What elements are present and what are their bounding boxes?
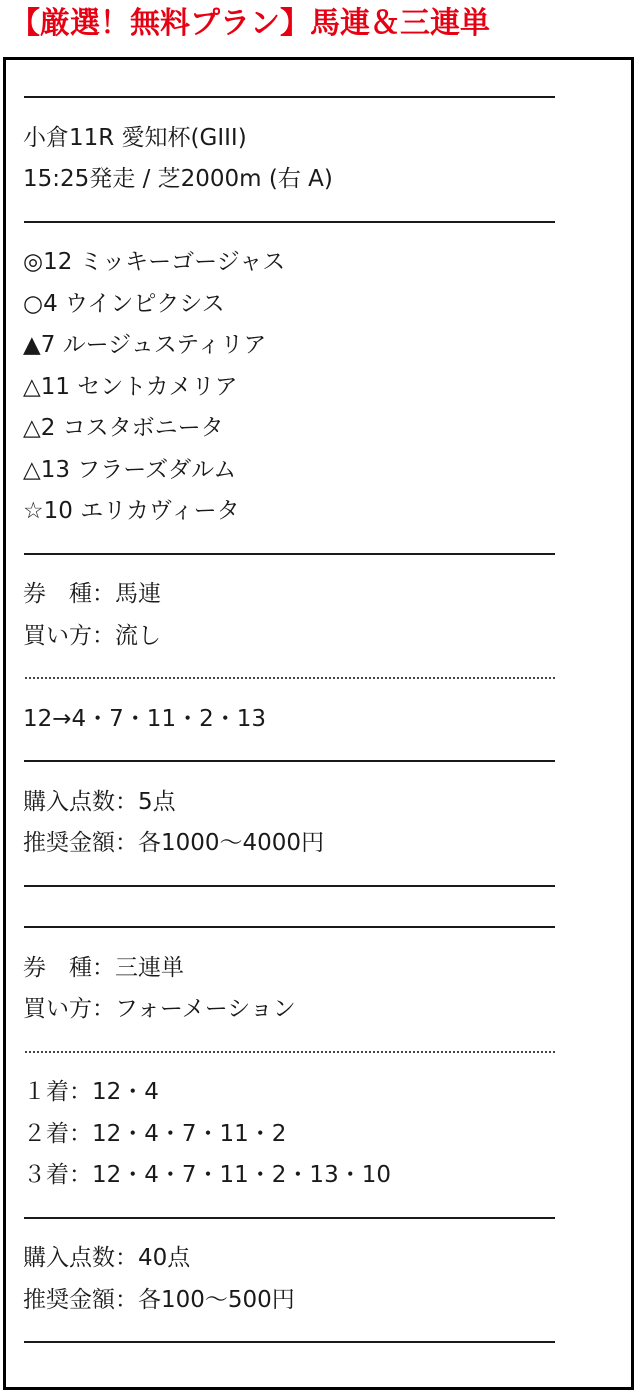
- umaren-combination: 12→4・7・11・2・13: [23, 705, 266, 732]
- umaren-amount: 推奨金額：各1000～4000円: [23, 830, 325, 856]
- umaren-points: 購入点数：5点: [23, 788, 176, 815]
- mark-honmei: ◎12 ミッキーゴージャス: [23, 249, 286, 275]
- prediction-content: [23, 76, 563, 1363]
- divider: [23, 201, 563, 243]
- umaren-method: 買い方：流し: [23, 622, 161, 649]
- sanrentan-points: 購入点数：40点: [23, 1245, 191, 1271]
- mark-renka-1: △11 セントカメリア: [23, 373, 238, 400]
- divider: [23, 1197, 563, 1239]
- sanrentan-third: ３着：12・4・7・11・2・13・10: [23, 1162, 391, 1188]
- mark-renka-3: △13 フラーズダルム: [23, 456, 237, 483]
- sanrentan-first: １着：12・4: [23, 1079, 159, 1105]
- page-title: 【厳選！無料プラン】馬連＆三連単: [10, 6, 490, 41]
- dotted-divider: [23, 1031, 563, 1073]
- sanrentan-amount: 推奨金額：各100～500円: [23, 1286, 295, 1313]
- divider: [23, 533, 563, 575]
- divider: [23, 740, 563, 782]
- race-info: 15:25発走 / 芝2000m (右 A): [23, 166, 333, 192]
- mark-hoshi: ☆10 エリカヴィータ: [23, 498, 240, 524]
- mark-renka-2: △2 コスタボニータ: [23, 415, 224, 441]
- mark-tanana: ▲7 ルージュスティリア: [23, 332, 267, 358]
- sanrentan-method: 買い方：フォーメーション: [23, 996, 296, 1022]
- divider: [23, 76, 563, 118]
- divider: [23, 1321, 563, 1363]
- race-name: 小倉11R 愛知杯(GIII): [23, 124, 247, 151]
- divider: [23, 865, 563, 907]
- umaren-ticket-type: 券 種：馬連: [23, 581, 161, 607]
- sanrentan-second: ２着：12・4・7・11・2: [23, 1120, 287, 1147]
- dotted-divider: [23, 657, 563, 699]
- divider: [23, 906, 563, 948]
- sanrentan-ticket-type: 券 種：三連単: [23, 954, 184, 981]
- mark-taikou: ○4 ウインピクシス: [23, 290, 225, 317]
